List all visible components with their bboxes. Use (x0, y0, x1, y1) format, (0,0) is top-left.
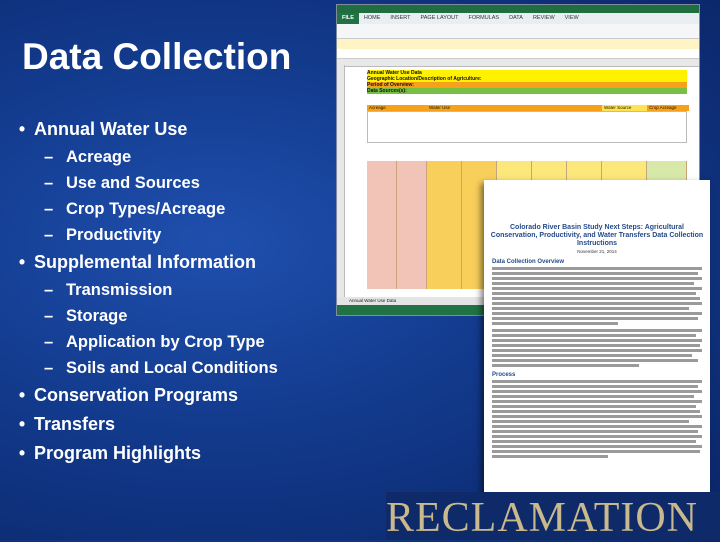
bullet-label: Transfers (34, 414, 116, 434)
subitem-label: Soils and Local Conditions (66, 359, 278, 377)
document-heading: Data Collection Overview (492, 259, 565, 265)
dash-glyph: – (44, 174, 54, 192)
protected-view-bar (337, 39, 699, 49)
bullet-label: Conservation Programs (34, 385, 239, 405)
sheet-tab: Annual Water Use Data (349, 298, 397, 303)
tab-page-layout: PAGE LAYOUT (420, 15, 459, 21)
document-body-text (492, 267, 702, 367)
tab-data: DATA (509, 15, 523, 21)
subitem-use-and-sources (10, 170, 340, 196)
dash-glyph: – (44, 148, 54, 166)
bullet-supplemental-information (10, 248, 340, 277)
bullet-glyph: • (18, 443, 26, 463)
dash-glyph: – (44, 226, 54, 244)
document-body-text (492, 380, 702, 458)
ribbon (337, 24, 699, 39)
document-screenshot (484, 180, 710, 498)
bullet-glyph: • (18, 385, 26, 405)
bullet-glyph: • (18, 252, 26, 272)
dash-glyph: – (44, 281, 54, 299)
subitem-label: Application by Crop Type (66, 333, 265, 351)
excel-title-bar (337, 5, 699, 13)
column-fill-pink (397, 161, 427, 289)
bullet-label: Program Highlights (34, 443, 202, 463)
subitem-crop-types (10, 196, 340, 222)
subitem-label: Use and Sources (66, 174, 200, 192)
document-title: Colorado River Basin Study Next Steps: Agricultural Conservation, Productivity, and Water Transfers Data Collection Instructions (490, 224, 704, 247)
column-fill-orange (427, 161, 462, 289)
header-location: Geographic Location/Description of Agriculture: (367, 76, 482, 82)
bullet-list (10, 115, 340, 468)
tab-file: FILE (337, 13, 359, 24)
dash-glyph: – (44, 307, 54, 325)
highlight-green (367, 88, 687, 94)
subitem-productivity (10, 222, 340, 248)
tab-review: REVIEW (532, 15, 555, 21)
bullet-program-highlights (10, 439, 340, 468)
bullet-transfers (10, 410, 340, 439)
dash-glyph: – (44, 200, 54, 218)
ribbon-tabs (337, 13, 699, 24)
bullet-glyph: • (18, 414, 26, 434)
column-headings (367, 111, 687, 143)
header-data-sources: Data Sources(s): (367, 88, 407, 94)
subitem-storage (10, 303, 340, 329)
slide-title: Data Collection (22, 36, 292, 77)
column-fill-pink (367, 161, 397, 289)
group-water-source: Water Source (602, 105, 649, 111)
group-crop-acreage: Crop Acreage (647, 105, 689, 111)
header-period: Period of Overview: (367, 82, 414, 88)
bullet-annual-water-use (10, 115, 340, 144)
subitem-label: Storage (66, 307, 128, 325)
document-date: November 21, 2014 (577, 249, 617, 254)
dash-glyph: – (44, 333, 54, 351)
bullet-glyph: • (18, 119, 26, 139)
reclamation-logo (386, 492, 720, 540)
bullet-conservation-programs (10, 381, 340, 410)
tab-view: VIEW (564, 15, 579, 21)
subitem-label: Transmission (66, 281, 173, 299)
header-annual-water-use: Annual Water Use Data (367, 70, 422, 76)
document-heading: Process (492, 372, 516, 378)
dash-glyph: – (44, 359, 54, 377)
tab-home: HOME (363, 15, 381, 21)
row-numbers (337, 65, 345, 299)
group-acreage: Acreage (367, 105, 429, 111)
tab-insert: INSERT (390, 15, 411, 21)
subitem-label: Crop Types/Acreage (66, 200, 226, 218)
subitem-acreage (10, 144, 340, 170)
group-water-use: Water Use (427, 105, 604, 111)
logo-text: RECLAMATION (386, 495, 698, 541)
subitem-label: Acreage (66, 148, 132, 166)
formula-bar (337, 49, 699, 59)
subitem-label: Productivity (66, 226, 162, 244)
tab-formulas: FORMULAS (468, 15, 500, 21)
bullet-label: Annual Water Use (34, 119, 188, 139)
subitem-soils (10, 355, 340, 381)
bullet-label: Supplemental Information (34, 252, 257, 272)
subitem-transmission (10, 277, 340, 303)
subitem-application (10, 329, 340, 355)
